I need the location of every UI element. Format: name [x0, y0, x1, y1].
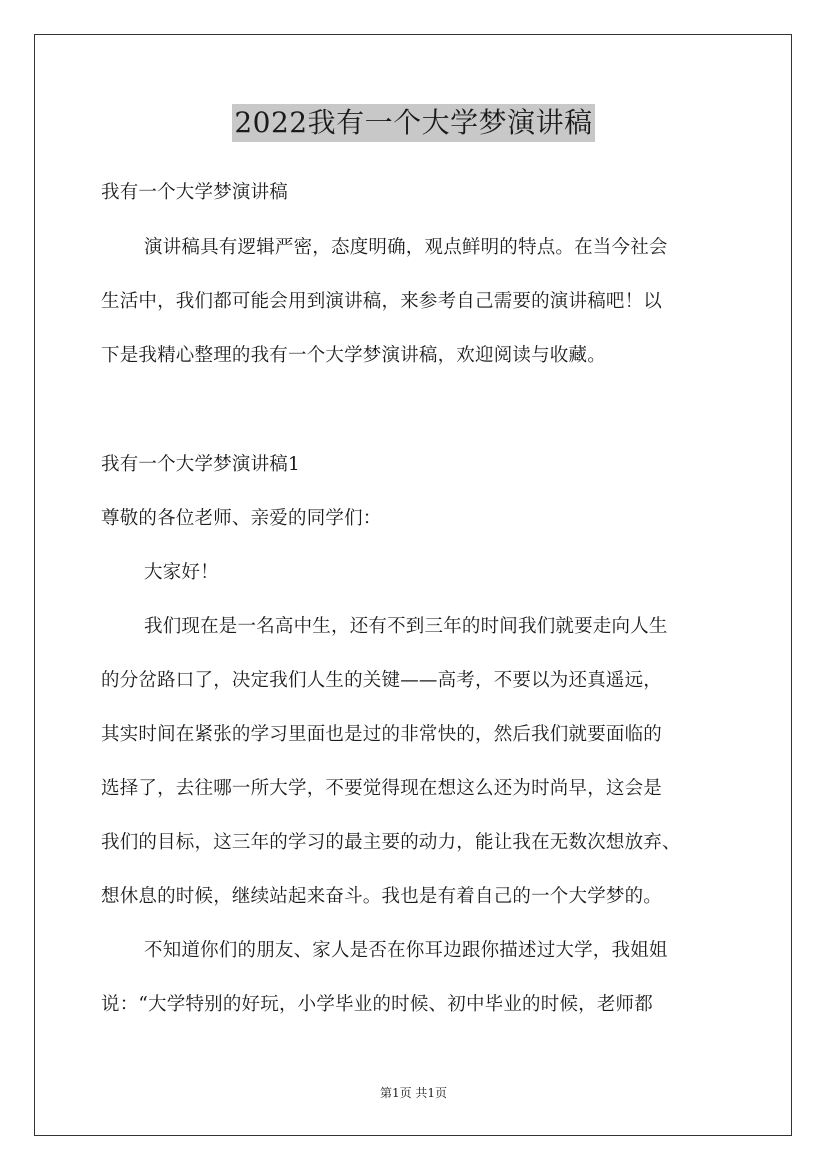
paragraph-line: 说：“大学特别的好玩，小学毕业的时候、初中毕业的时候，老师都 — [101, 994, 653, 1015]
paragraph-line: 选择了，去往哪一所大学，不要觉得现在想这么还为时尚早，这会是 — [101, 778, 663, 799]
paragraph-line: 我们的目标，这三年的学习的最主要的动力，能让我在无数次想放弃、 — [101, 832, 681, 853]
paragraph-line: 我们现在是一名高中生，还有不到三年的时间我们就要走向人生 — [144, 616, 668, 637]
page-footer: 第1页 共1页 — [379, 1086, 448, 1100]
paragraph-line: 其实时间在紧张的学习里面也是过的非常快的，然后我们就要面临的 — [101, 724, 663, 745]
paragraph-line: 不知道你们的朋友、家人是否在你耳边跟你描述过大学，我姐姐 — [144, 940, 668, 961]
intro-line: 演讲稿具有逻辑严密，态度明确，观点鲜明的特点。在当今社会 — [144, 237, 668, 258]
section-heading: 我有一个大学梦演讲稿1 — [101, 454, 300, 475]
greeting: 大家好！ — [144, 562, 219, 583]
document-title: 2022我有一个大学梦演讲稿 — [232, 104, 594, 142]
intro-line: 生活中，我们都可能会用到演讲稿，来参考自己需要的演讲稿吧！以 — [101, 291, 663, 312]
title-container — [0, 104, 827, 142]
intro-line: 下是我精心整理的我有一个大学梦演讲稿，欢迎阅读与收藏。 — [101, 345, 606, 366]
paragraph-line: 的分岔路口了，决定我们人生的关键——高考，不要以为还真遥远， — [101, 670, 663, 691]
document-subtitle: 我有一个大学梦演讲稿 — [101, 182, 289, 203]
paragraph-line: 想休息的时候，继续站起来奋斗。我也是有着自己的一个大学梦的。 — [101, 886, 663, 907]
salutation: 尊敬的各位老师、亲爱的同学们： — [101, 508, 382, 529]
